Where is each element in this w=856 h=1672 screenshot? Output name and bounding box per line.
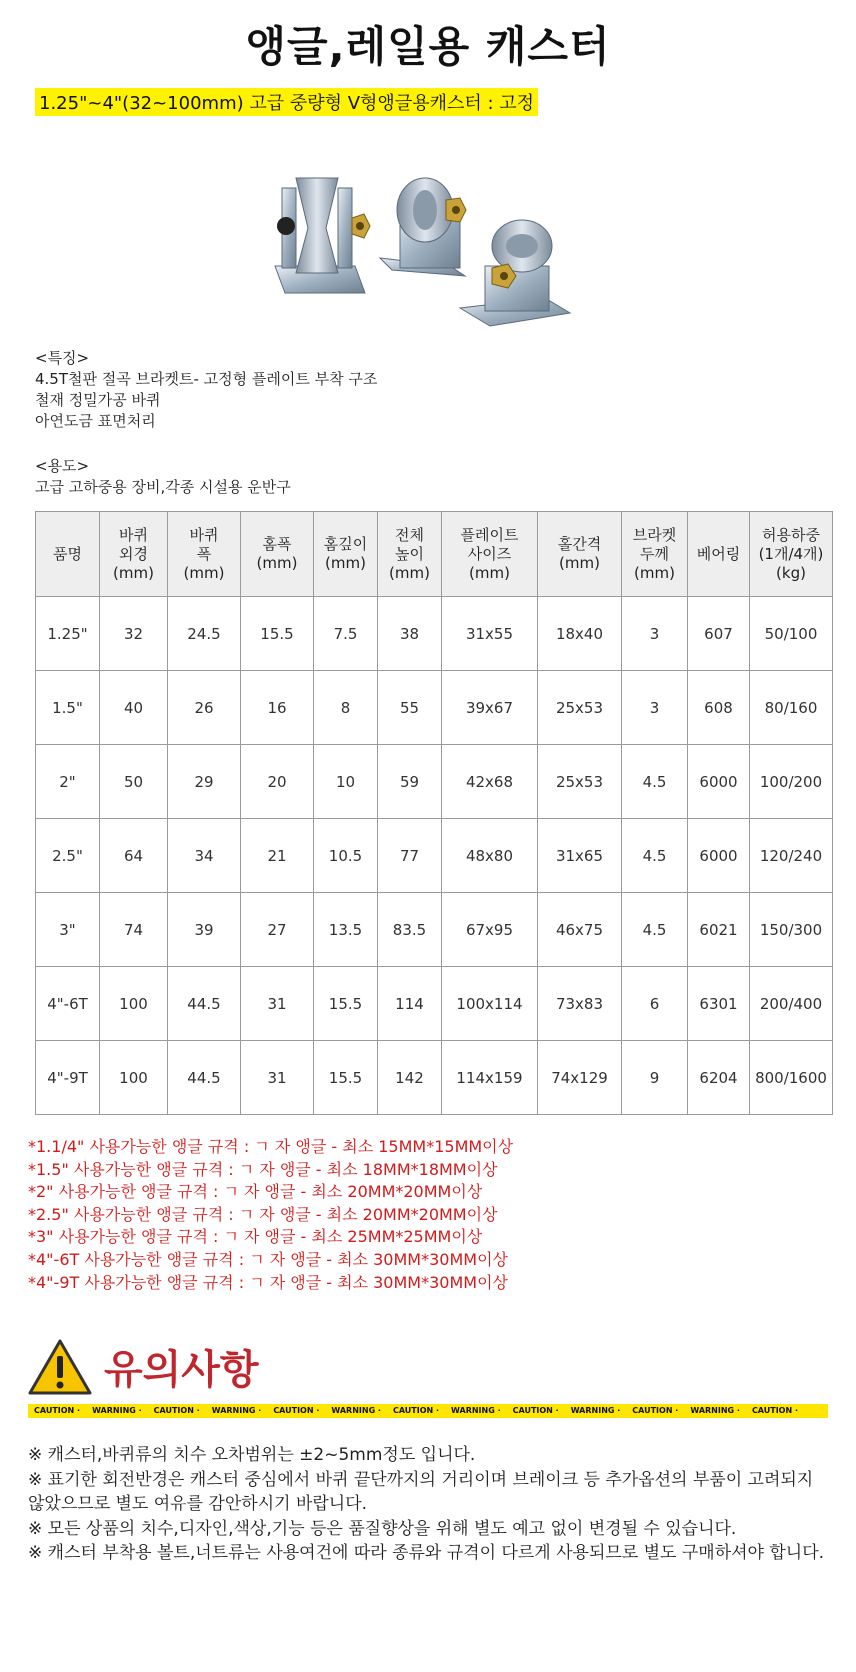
caution-tape-word: WARNING · bbox=[451, 1406, 501, 1415]
table-cell: 44.5 bbox=[168, 967, 241, 1041]
table-cell: 50/100 bbox=[750, 597, 833, 671]
table-cell: 4"-6T bbox=[36, 967, 100, 1041]
column-header: 홈폭 (mm) bbox=[241, 512, 314, 597]
table-cell: 6000 bbox=[688, 745, 750, 819]
caution-tape-banner bbox=[28, 1404, 828, 1418]
table-row bbox=[36, 745, 833, 819]
caution-item: ※ 캐스터,바퀴류의 치수 오차범위는 ±2~5mm정도 입니다. bbox=[28, 1445, 476, 1465]
caution-tape-word: CAUTION · bbox=[512, 1406, 559, 1415]
table-cell: 18x40 bbox=[538, 597, 622, 671]
feature-item: 4.5T철판 절곡 브라켓트- 고정형 플레이트 부착 구조 bbox=[35, 370, 378, 388]
feature-item: 철재 정밀가공 바퀴 bbox=[35, 391, 161, 409]
caution-list bbox=[28, 1443, 828, 1566]
table-cell: 6 bbox=[622, 967, 688, 1041]
caution-tape-word: CAUTION · bbox=[392, 1406, 440, 1415]
angle-note: *2.5" 사용가능한 앵글 규격 : ㄱ 자 앵글 - 최소 20MM*20MM이상 bbox=[28, 1204, 498, 1224]
angle-note: *1.1/4" 사용가능한 앵글 규격 : ㄱ 자 앵글 - 최소 15MM*15MM이상 bbox=[28, 1137, 514, 1156]
column-header: 브라켓 두께 (mm) bbox=[622, 512, 688, 597]
usage-heading: <용도> bbox=[35, 457, 90, 475]
table-cell: 142 bbox=[378, 1041, 442, 1115]
table-cell: 55 bbox=[378, 671, 442, 745]
table-cell: 44.5 bbox=[168, 1041, 241, 1115]
table-cell: 114x159 bbox=[442, 1041, 538, 1115]
column-header: 베어링 bbox=[688, 512, 750, 597]
product-photo bbox=[260, 148, 620, 348]
table-row bbox=[36, 819, 833, 893]
angle-note: *4"-9T 사용가능한 앵글 규격 : ㄱ 자 앵글 - 최소 30MM*30MM이상 bbox=[28, 1272, 508, 1292]
table-cell: 15.5 bbox=[241, 597, 314, 671]
table-cell: 114 bbox=[378, 967, 442, 1041]
angle-note: *3" 사용가능한 앵글 규격 : ㄱ 자 앵글 - 최소 25MM*25MM이상 bbox=[28, 1227, 483, 1247]
table-cell: 31x65 bbox=[538, 819, 622, 893]
table-cell: 7.5 bbox=[314, 597, 378, 671]
product-subtitle: 1.25"~4"(32~100mm) 고급 중량형 V형앵글용캐스터 : 고정 bbox=[35, 88, 538, 116]
table-cell: 26 bbox=[168, 671, 241, 745]
table-cell: 4"-9T bbox=[36, 1041, 100, 1115]
table-cell: 100 bbox=[100, 967, 168, 1041]
table-cell: 50 bbox=[100, 745, 168, 819]
column-header: 홀간격 (mm) bbox=[538, 512, 622, 597]
table-cell: 20 bbox=[241, 745, 314, 819]
caution-tape-word: WARNING · bbox=[211, 1406, 262, 1415]
table-cell: 6301 bbox=[688, 967, 750, 1041]
table-cell: 100x114 bbox=[442, 967, 538, 1041]
column-header: 바퀴 폭 (mm) bbox=[168, 512, 241, 597]
column-header: 홈깊이 (mm) bbox=[314, 512, 378, 597]
features-section bbox=[35, 348, 377, 432]
table-cell: 13.5 bbox=[314, 893, 378, 967]
caution-item: ※ 모든 상품의 치수,디자인,색상,기능 등은 품질향상을 위해 별도 예고 없이 변경될 수 있습니다. bbox=[28, 1518, 737, 1539]
table-row bbox=[36, 1041, 833, 1115]
table-cell: 100 bbox=[100, 1041, 168, 1115]
table-cell: 100/200 bbox=[750, 745, 833, 819]
angle-note: *1.5" 사용가능한 앵글 규격 : ㄱ 자 앵글 - 최소 18MM*18MM이상 bbox=[28, 1159, 498, 1179]
table-cell: 3 bbox=[622, 597, 688, 671]
angle-spec-notes bbox=[28, 1136, 513, 1294]
angle-note: *4"-6T 사용가능한 앵글 규격 : ㄱ 자 앵글 - 최소 30MM*30MM이상 bbox=[28, 1249, 508, 1269]
caution-tape-word: WARNING · bbox=[690, 1406, 740, 1415]
table-cell: 4.5 bbox=[622, 745, 688, 819]
caution-tape-word: WARNING · bbox=[92, 1406, 142, 1415]
table-cell: 6000 bbox=[688, 819, 750, 893]
table-cell: 40 bbox=[100, 671, 168, 745]
table-cell: 59 bbox=[378, 745, 442, 819]
table-cell: 8 bbox=[314, 671, 378, 745]
table-row bbox=[36, 597, 833, 671]
caster-medium-illustration bbox=[380, 178, 466, 276]
table-cell: 32 bbox=[100, 597, 168, 671]
caution-tape-word: WARNING · bbox=[331, 1406, 381, 1415]
caution-tape-word: CAUTION · bbox=[34, 1406, 81, 1415]
table-cell: 10.5 bbox=[314, 819, 378, 893]
caution-tape-word: CAUTION · bbox=[632, 1406, 679, 1415]
table-cell: 74x129 bbox=[538, 1041, 622, 1115]
caution-item: ※ 캐스터 부착용 볼트,너트류는 사용여건에 따라 종류와 규격이 다르게 사용되므로 별도 구매하셔야 합니다. bbox=[28, 1543, 825, 1563]
table-cell: 15.5 bbox=[314, 1041, 378, 1115]
table-cell: 39 bbox=[168, 893, 241, 967]
table-cell: 31 bbox=[241, 1041, 314, 1115]
table-cell: 1.5" bbox=[36, 671, 100, 745]
table-cell: 74 bbox=[100, 893, 168, 967]
table-cell: 3 bbox=[622, 671, 688, 745]
table-cell: 73x83 bbox=[538, 967, 622, 1041]
table-row bbox=[36, 671, 833, 745]
column-header: 품명 bbox=[36, 512, 100, 597]
table-cell: 27 bbox=[241, 893, 314, 967]
caution-tape-word: CAUTION · bbox=[273, 1406, 320, 1415]
table-cell: 24.5 bbox=[168, 597, 241, 671]
table-cell: 34 bbox=[168, 819, 241, 893]
table-cell: 31 bbox=[241, 967, 314, 1041]
warning-triangle-icon bbox=[28, 1338, 92, 1396]
table-cell: 25x53 bbox=[538, 671, 622, 745]
table-cell: 39x67 bbox=[442, 671, 538, 745]
table-cell: 3" bbox=[36, 893, 100, 967]
table-cell: 800/1600 bbox=[750, 1041, 833, 1115]
table-cell: 21 bbox=[241, 819, 314, 893]
caution-item: ※ 표기한 회전반경은 캐스터 중심에서 바퀴 끝단까지의 거리이며 브레이크 등 추가옵션의 부품이 고려되지 않았으므로 별도 여유를 감안하시기 바랍니다. bbox=[28, 1469, 814, 1514]
features-heading: <특징> bbox=[35, 349, 90, 367]
table-cell: 67x95 bbox=[442, 893, 538, 967]
table-header-row bbox=[36, 512, 833, 597]
table-cell: 15.5 bbox=[314, 967, 378, 1041]
caster-large-illustration bbox=[275, 178, 370, 293]
table-cell: 120/240 bbox=[750, 819, 833, 893]
table-row bbox=[36, 967, 833, 1041]
table-cell: 607 bbox=[688, 597, 750, 671]
angle-note: *2" 사용가능한 앵글 규격 : ㄱ 자 앵글 - 최소 20MM*20MM이상 bbox=[28, 1182, 483, 1202]
usage-text: 고급 고하중용 장비,각종 시설용 운반구 bbox=[35, 478, 291, 496]
column-header: 바퀴 외경 (mm) bbox=[100, 512, 168, 597]
table-cell: 9 bbox=[622, 1041, 688, 1115]
table-cell: 38 bbox=[378, 597, 442, 671]
caution-tape-word: CAUTION · bbox=[751, 1406, 799, 1415]
table-cell: 6021 bbox=[688, 893, 750, 967]
table-cell: 31x55 bbox=[442, 597, 538, 671]
table-cell: 29 bbox=[168, 745, 241, 819]
table-cell: 16 bbox=[241, 671, 314, 745]
table-cell: 6204 bbox=[688, 1041, 750, 1115]
column-header: 플레이트 사이즈 (mm) bbox=[442, 512, 538, 597]
page-title: 앵글,레일용 캐스터 bbox=[245, 22, 611, 71]
table-cell: 48x80 bbox=[442, 819, 538, 893]
caution-tape-word: CAUTION · bbox=[153, 1406, 200, 1415]
caster-small-illustration bbox=[460, 220, 570, 326]
column-header: 전체 높이 (mm) bbox=[378, 512, 442, 597]
table-cell: 2.5" bbox=[36, 819, 100, 893]
usage-section bbox=[35, 456, 291, 498]
table-cell: 608 bbox=[688, 671, 750, 745]
table-cell: 46x75 bbox=[538, 893, 622, 967]
table-cell: 80/160 bbox=[750, 671, 833, 745]
warning-title: 유의사항 bbox=[104, 1347, 259, 1393]
spec-table bbox=[35, 511, 833, 1115]
feature-item: 아연도금 표면처리 bbox=[35, 412, 156, 430]
table-cell: 10 bbox=[314, 745, 378, 819]
table-cell: 150/300 bbox=[750, 893, 833, 967]
caution-tape-word: WARNING · bbox=[570, 1406, 621, 1415]
table-cell: 200/400 bbox=[750, 967, 833, 1041]
table-cell: 1.25" bbox=[36, 597, 100, 671]
table-cell: 4.5 bbox=[622, 819, 688, 893]
table-cell: 4.5 bbox=[622, 893, 688, 967]
table-cell: 83.5 bbox=[378, 893, 442, 967]
table-row bbox=[36, 893, 833, 967]
table-cell: 77 bbox=[378, 819, 442, 893]
table-cell: 64 bbox=[100, 819, 168, 893]
column-header: 허용하중 (1개/4개) (kg) bbox=[750, 512, 833, 597]
table-cell: 42x68 bbox=[442, 745, 538, 819]
table-cell: 25x53 bbox=[538, 745, 622, 819]
table-cell: 2" bbox=[36, 745, 100, 819]
